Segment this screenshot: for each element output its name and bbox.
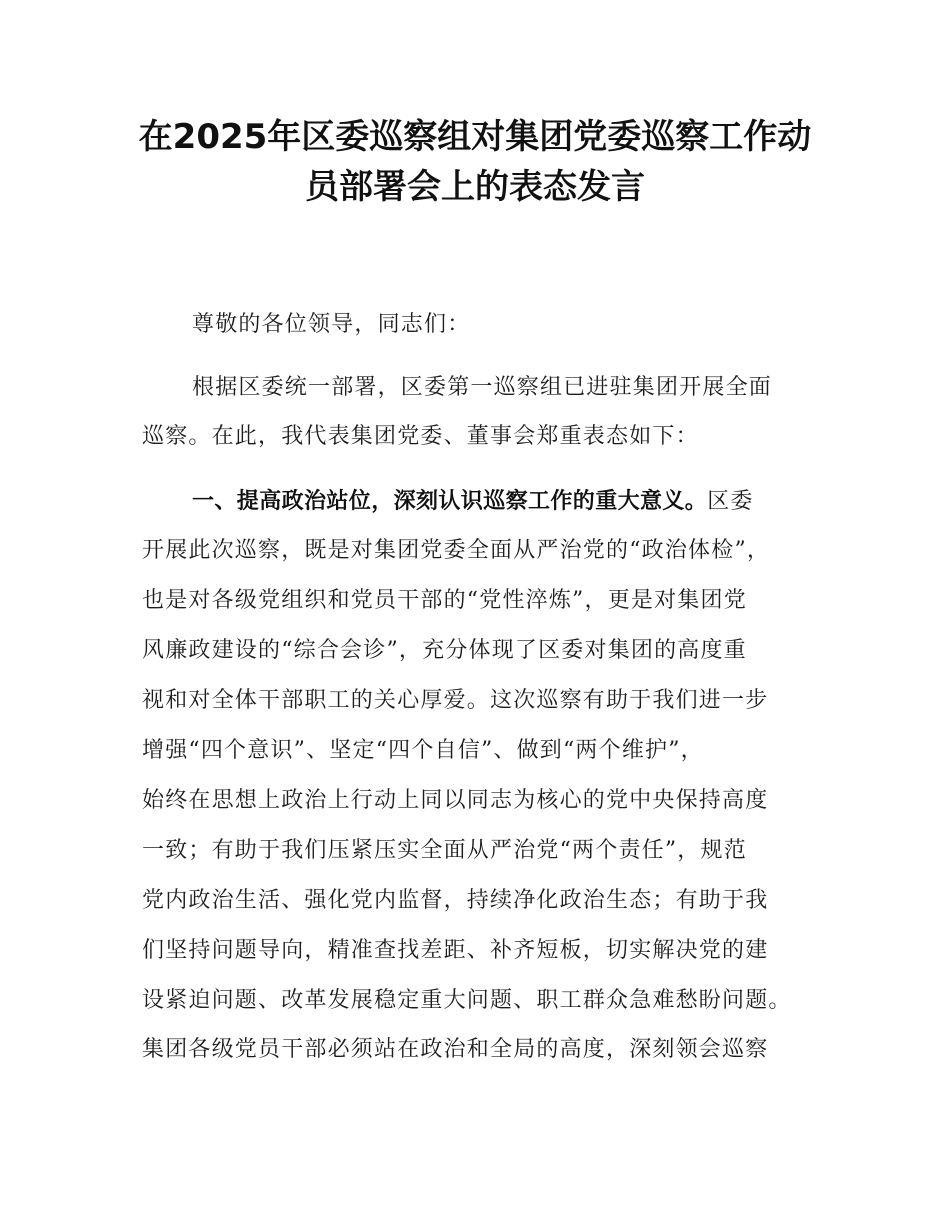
section1-line-11: 集团各级党员干部必须站在政治和全局的高度，深刻领会巡察 — [142, 1037, 769, 1062]
title-line-1: 在2025年区委巡察组对集团党委巡察工作动 — [138, 117, 812, 157]
section1-line-6: 始终在思想上政治上行动上同以同志为核心的党中央保持高度 — [142, 788, 769, 813]
section1-line-7: 一致；有助于我们压紧压实全面从严治党“两个责任”，规范 — [142, 838, 747, 863]
salutation: 尊敬的各位领导，同志们： — [192, 312, 471, 337]
para1-line-2: 巡察。在此，我代表集团党委、董事会郑重表态如下： — [142, 424, 699, 449]
section1-heading: 一、提高政治站位，深刻认识巡察工作的重大意义。 — [192, 489, 708, 514]
para1-line-1: 根据区委统一部署，区委第一巡察组已进驻集团开展全面 — [192, 375, 773, 400]
section1-line-9: 们坚持问题导向，精准查找差距、补齐短板，切实解决党的建 — [142, 938, 769, 963]
section1-line-4: 视和对全体干部职工的关心厚爱。这次巡察有助于我们进一步 — [142, 688, 769, 713]
title-line-2: 员部署会上的表态发言 — [305, 167, 645, 207]
document-title — [120, 112, 830, 212]
section1-line-10: 设紧迫问题、改革发展稳定重大问题、职工群众急难愁盼问题。 — [142, 988, 792, 1013]
section1-line-3: 风廉政建设的“综合会诊”，充分体现了区委对集团的高度重 — [142, 638, 747, 663]
section1-first-line — [192, 487, 754, 517]
section1-lead-tail: 区委 — [707, 489, 754, 514]
section1-line-8: 党内政治生活、强化党内监督，持续净化政治生态；有助于我 — [142, 888, 769, 913]
section1-line-1: 开展此次巡察，既是对集团党委全面从严治党的“政治体检”， — [142, 538, 771, 563]
section1-line-2: 也是对各级党组织和党员干部的“党性淬炼”，更是对集团党 — [142, 588, 747, 613]
section1-line-5: 增强“四个意识”、坚定“四个自信”、做到“两个维护”， — [142, 738, 704, 763]
